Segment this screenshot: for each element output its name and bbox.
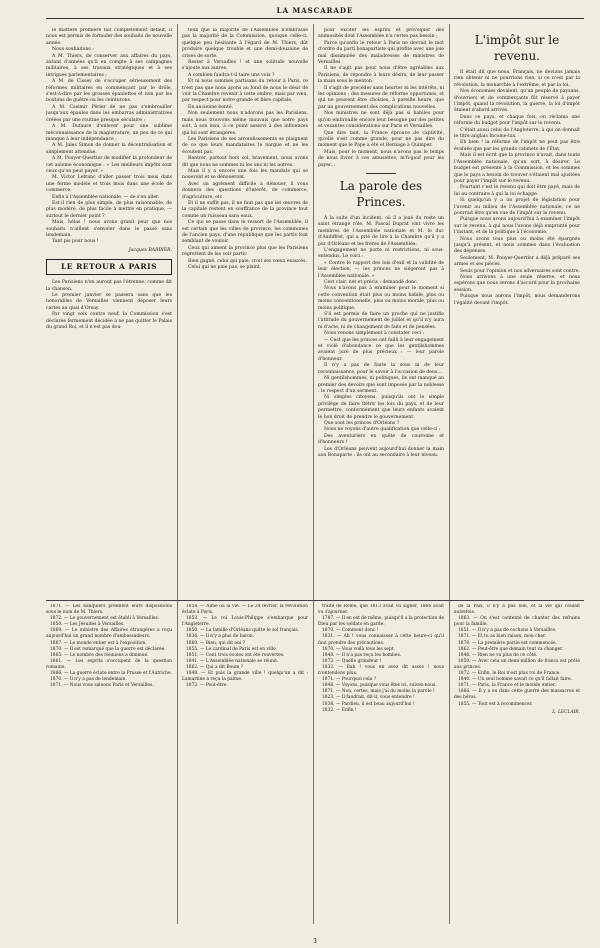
paragraph: 1870. — Comment donc ! (322, 628, 379, 634)
paragraph: 1871. — Et tu as bien raison, mon cher. (458, 634, 546, 640)
paragraph: Rentrer, partout hors sol, bravement, nous avons dit que nous ne sommes ni les uns ni les autres. (182, 156, 308, 168)
bottom-column-1 (46, 604, 172, 934)
section-divider (46, 600, 584, 601)
paragraph: 1861. — Les esprits s'occupent de la question romaine. (46, 658, 172, 670)
paragraph: Nous ne voyons d'autre qualification que celle-ci : (324, 427, 441, 433)
paragraph: Des aventuriers en quête de couronne et d'honneurs ! (318, 433, 444, 446)
paragraph: 1838. — Pardieu, il est beau aujourd'hui ! (322, 701, 415, 707)
column-4 (454, 28, 580, 598)
column-rule (313, 24, 314, 924)
paragraph: Il était dit que nous, Français, ne devions jamais rien obtenir ni ne pourrions rien, si ce n'est par la révolution, la monarchie à l'extrême, et par la loi. (454, 70, 580, 88)
paragraph: 1871. — Les banquiers prennent leurs dispositions sous le nom de M. Thiers. (46, 604, 172, 616)
paragraph: 1871. — Paris, la France et le monde entier. (458, 683, 556, 689)
newspaper-page (46, 0, 584, 948)
paragraph: 1848. — Il n'a pas reçu les bombes. (322, 652, 402, 658)
paragraph: Ceux qui aiment la province plus que les Parisiens regrettent de les voir partir. (182, 245, 308, 258)
bottom-column-2 (182, 604, 308, 934)
paragraph: 1872. — Quelle grandeur ! (322, 658, 382, 664)
paragraph: Il n'y a pas de faute la sous ni de leur reconnaissance, pour le savoir à l'occasion de deux... (318, 363, 444, 375)
divider (366, 173, 396, 174)
paragraph: Il s'agit de procéder sans heurter ni les intérêts, ni les opinions ; des mesures de réforme opportunes, et qui ne peuvent être choisies, à pareille heure, que par un gouvernement des complications nouvelles. (318, 85, 444, 110)
paragraph: 1870. — Il est remarqué que la guerre est déclarée. (50, 646, 166, 652)
paragraph: 1836. — Il n'y a plus de baron. (186, 634, 255, 640)
paragraph: — Cest que les princes ont failli à leur engagement et violé d'abondance ce que les gentilshommes avaient juré de plus précieux : — leur parole d'honneur. (318, 337, 444, 362)
paragraph: En ancienne bonté. (188, 104, 234, 110)
paragraph: A M. Jules Simon de donner la décentralisation et simplement attendue. (46, 143, 172, 155)
paragraph: Pourtant c'est le revenu qui doit être payé, mais de lui au contraire à qui la loi échappe. (454, 185, 580, 197)
column-rule (177, 24, 178, 924)
paragraph: Mais, hélas ! nous avons grand peur que nos souhaits n'aillent s'envoler dans le passé sans lendemain. (46, 220, 172, 238)
paragraph: Et ni nous sommes partisans du retour à Paris, ce n'est pas que nous ayons au fond de nous le désir de voir la Chambre revenir à cette ombre, mais par vœu, par respect pour notre grande et fière capitale. (182, 79, 308, 104)
paragraph: 1870. — La première partie est commencée. (458, 640, 558, 646)
paragraph: Que sont les princes d'Orléans ? (324, 420, 400, 426)
paragraph: 1823. — Il faudrait, dit-il, vous entendre ! (322, 695, 415, 701)
paragraph: 1866. — Il y a eu dans cette guerre des massacres et des héros. (454, 689, 580, 701)
bottom-column-1-text (46, 604, 172, 689)
paragraph: Enfin à l'Assemblée nationale, — de s'en aller. (52, 194, 160, 200)
paragraph: Les Parisiens de ses arrondissements se plaignent de ce que leurs mandataires le nargue et ne les écoutent pas. (182, 136, 308, 155)
paragraph: Par vingt voix contre neuf, la Commission s'est déclarée fermement décidée à ne pas quitter le Palais du grand Roi, et il n'est pas dou- (46, 312, 172, 331)
paragraph: Non seulement nous n'adorons pas les Parisiens, mais nous trouvons même mauvais que notre pays soit, à son insu, à ce point asservi à des influences qui lui sont étrangères. (182, 111, 308, 136)
paragraph: Dans ce pays, et chaque fois, on réclama une réforme du budget pour l'impôt sur le revenu. (454, 114, 580, 127)
paragraph: Nos économies devaient, qu'un peuple de paysans, d'ouvriers et de commerçants fût réservé à payer l'impôt, quand la révolution, la guerre, la loi d'impôt étaient d'abord arrivés. (454, 89, 580, 114)
paragraph: 1870. — Vous voilà tous les sept. (322, 646, 395, 652)
paragraph: 1846. — Rien ne va plus de ce côté. (458, 652, 538, 658)
paragraph: Nous souhaitons : (52, 47, 94, 53)
paragraph: le mattère première fait complètement défaut, il nous est permis de formuler des souhaits de nouvelle année. (46, 28, 172, 46)
paragraph: Eh bien ! la réforme de l'impôt ne peut pas être évaluée que par les grands cabinets de l'État. (454, 140, 580, 152)
paragraph: A M. Casimir Périer de ne pas s'embrouiller jusqu'aux épaules dans les embarras administratives créées par une routine presque séculaire ; (46, 104, 172, 123)
paragraph: L'engagement ne porte ni restrictions, ni sous-entendus. Le voici : (318, 247, 444, 260)
paragraph: Seulement, M. Pouyer-Quertier a déjà préparé ses armes et ses pièces. (454, 255, 580, 268)
paragraph: A M. Dufaure d'enlever pour une sublime méconnaissance de la magistrature, un peu de ce qui manque à leur indépendance ; (46, 124, 172, 142)
paragraph: 1831. — Ah ! vous connaissez à cette heure-ci qu'il faut prendre des précautions. (318, 634, 444, 646)
paragraph: 1851. — Cent trois écoles ont été rouvertes. (186, 652, 285, 658)
paragraph: Rester à Versailles ! et une solitude nouvelle s'ajoute aux autres. (182, 60, 308, 72)
paragraph: Mais il est écrit que la province n'avait, dans toute l'Assemblée nationale, qu'un sort, à désirer. Le budget est présenté à la Commission, et les sommes que le pays a besoin de trouver s'étaient mal ajustées pour payer l'impôt sur le revenu. (454, 153, 580, 184)
masthead (46, 6, 584, 19)
paragraph: A M. Pouyer-Quertier de modifier la profondeur de cet axiome économique : « Les meilleurs impôts sont ceux qu'on peut payer. » (46, 156, 172, 174)
paragraph: Mais il y a encore une fois les mandats qui se noueront et se dénoueront. (182, 168, 308, 181)
paragraph: Puisque nous aurons l'impôt, nous demanderons l'égalité devant l'impôt. (454, 294, 580, 306)
paragraph: de la Paix, il n'y a pas loin, et la vie qui coulait autrefois. (454, 604, 580, 616)
paragraph: S'il est permis de faire un proche qui ne justifie l'attitude du gouvernement de juillet et qu'il n'y aura ni d'acte, ni de changement de faits et de pensées. (318, 312, 444, 330)
column-2-text (182, 28, 308, 271)
paragraph: Le premier janvier se passera sans que les honorables de Versailles viennent déposer leurs cartes au quai d'Orsay. (46, 293, 172, 311)
paragraph: Bien gagné, celui qui paie, croit ses vœux exaucés. (188, 258, 307, 264)
paragraph: M. Victor Lefranc d'aller passer trois mois dans une ferme modèle et trois mois dans une école de commerce. (46, 175, 172, 194)
paragraph: pour exciter les esprits et provoquer des animosités dont l'Assemblée n'a certes pas besoin ; (318, 28, 444, 40)
paragraph: 1866. — La guerre éclate entre la Prusse et l'Autriche. (50, 671, 172, 677)
paragraph: Nous arrivons à une seule réserve, et nous espérons que nous serons d'accord pour la prochaine session. (454, 275, 580, 293)
paragraph: 1855. — Le cardinal de Paris est en ville. (186, 646, 278, 652)
bottom-signature: L. LECLAIR. (552, 709, 580, 715)
paragraph: C'était aussi celui de l'Angleterre, à qui on donnait le titre anglais Income-tax. (454, 127, 580, 140)
paragraph: 1848. — Et puis la grande ville ! quelqu'un a dit : Lamartine a reçu la palme. (182, 671, 308, 683)
paragraph: 1872. — Peut-être. (186, 683, 228, 689)
paragraph: Nous n'avons pas à examiner pour le moment si cette convention était plus ou moins habile, plus ou moins conventionnelle, plus ou moins morale, plus ou moins politique. (318, 286, 444, 311)
bottom-column-3 (318, 604, 444, 934)
paragraph: 1841. — L'Assemblée nationale se réunit. (186, 658, 279, 664)
paragraph: Parce qu'enfin le retour à Paris ne devrait le mot d'ordre du parti bonapartiste qui profite avec une joie mal dissimulée des maladresses de ministres de Versailles. (318, 40, 444, 66)
paragraph: A combien faudra-t-il taire une voix ? (188, 72, 275, 78)
paragraph: Si quelqu'un y a un projet de législation pour l'avenir au milieu de l'Assemblée nationale, ce ne pourrait être qu'en vue de l'impôt sur le revenu. (454, 198, 580, 216)
paragraph: Il ne s'agit pas pour nous d'être agréables aux Parisiens, de répondre à leurs désirs, de leur passer la main sous le menton. (318, 66, 444, 85)
paragraph: Nos ministres ne sont déjà pas si habiles pour qu'on embrouille encore leur besogne par des petites et vexantes considérations sur Paris et Versailles. (318, 111, 444, 130)
paragraph: Ni gentilshommes, ni politiques, ils ont manqué au premier des devoirs que sont imposés par la noblesse : le respect d'un serment. (318, 376, 444, 394)
paragraph: 1863. — On s'est contenté de chanter des refrains pour la famille. (454, 616, 580, 628)
paragraph: Avec un agrément difficile à dénouer, il vous donnera des questions d'intérêt, de commerce, d'agriculture, etc. (182, 181, 308, 200)
paragraph: Les Parisiens n'en auront pas l'étrenne, comme dit la chanson. (46, 280, 172, 292)
column-2 (182, 28, 308, 598)
paragraph: A M. Thiers, de conserver aux affaires du pays, autant d'années qu'il en compte à ses campagnes militaires, à ses travaux stratégiques et à ses intrigues parlementaires ; (46, 53, 172, 78)
column-3-text (318, 28, 444, 169)
paragraph: 1832. — Enfin ! (322, 707, 357, 713)
signature: Jacques BARBIER. (128, 247, 172, 253)
paragraph: 1851. — Il n'y a pas de cochons à Versailles. (458, 628, 557, 634)
paragraph: 1865. — Le nombre des réunions a diminué. (50, 652, 149, 658)
article-title-impot: L'impôt sur le revenu. (474, 33, 560, 63)
bottom-column-3-text (318, 604, 444, 714)
column-1-text (46, 28, 172, 246)
column-3 (318, 28, 444, 598)
paragraph: 1872. — Le gouvernement est établi à Versailles. (50, 616, 160, 622)
paragraph: Celui qui ne paie pas, se plaint. (188, 265, 262, 271)
paragraph: 1850. — Avec cela un demi-million de francs est prêté aux princes. (454, 658, 580, 670)
paragraph: Est-il rien de plus simple, de plus raisonnable, de plus modéré, de plus facile à mettre en pratique, — surtout le dernier point ? (46, 200, 172, 219)
paragraph: Les d'Orléans peuvent aujourd'hui donner la main aux Bonaparte : ils ont au secondaire à leur niveau. (318, 446, 444, 458)
paragraph: Nous avons tous plus ou moins été épargnés jusqu'à présent, et nous sommes dans l'évaluation des dépenses. (454, 236, 580, 255)
paragraph: 1867. — Le monde entier est à l'exposition. (50, 640, 147, 646)
article-impot-text (454, 70, 580, 307)
paragraph: 1853. — Le roi Louis-Philippe s'embarque pour l'Angleterre. (182, 616, 308, 628)
paragraph: 1850. — La famille d'Orléans quitte le sol français. (186, 628, 300, 634)
bottom-column-4-text (454, 604, 580, 708)
paragraph: 1787. — Il en est de même, puisqu'il a la protection de Dieu par les soldats en garde. (318, 616, 444, 628)
column-rule (449, 24, 450, 924)
paragraph: 1860. — Bien, qui dit oui ? (186, 640, 246, 646)
paragraph: 1871. — Nous vous saluons Paris et Versailles. (50, 683, 154, 689)
article-princes-text (318, 216, 444, 459)
paragraph: Ni simples citoyens, puisqu'ils ont le simple privilège de faire flétrir les lois du pays, et de leur permettre, conformément que leurs enfants avaient le bon droit de prendre le gouvernement. (318, 395, 444, 420)
paragraph: 1848. — Voyons, puisque vous êtes ici, suivez-nous. (322, 683, 437, 689)
page-number: 3 (313, 938, 317, 945)
paragraph: 1855. — Tout est à recommencer. (458, 701, 533, 707)
paragraph: 1872. — Enfin, le Roi n'est plus roi de France. (458, 671, 561, 677)
paragraph: Cest clair, net et précis : demandé donc. (324, 280, 419, 285)
paragraph: 1858. — Aimé ou la vie. — Le 24 février, la révolution éclate à Paris. (182, 604, 308, 616)
paragraph: À la suite d'un incident, où il a joué du reste un saint étrange rôle, M. Pascal Duprat vint vivre les membres de l'Assemblée nationale et M. le duc d'Audiffret, qui a prié de lire à la Chambre qu'il y a par d'Orléans et les frères de l'Assemblée. (318, 215, 444, 247)
paragraph: 1832. — Bah ! vous en avez dit assez ! nous n'entendons plus. (318, 664, 444, 677)
bottom-column-2-text (182, 604, 308, 689)
paragraph: 1871. — Non, certes, mais j'ai du moins la parole ! (322, 689, 435, 695)
paragraph: Seuls pour l'opinion et nos adversaires sont contre. (460, 268, 580, 274)
paragraph: Ce qui se passe dans le ressort de l'Assemblée, il est certain que les villes de province, les communes de l'ancien pays, d'une république que les partis font semblant de vouloir. (182, 220, 308, 245)
paragraph: Que dire tant, la France éprouve de captivité, qu'elle s'est comme grande, pour ne pas dire du moment que le Pape a été et Bernage à Quimper. (318, 130, 444, 149)
paragraph: Puisque nous avons aujourd'hui à examiner l'impôt sur le revenu, à qui nous l'avons déjà emprunté pour l'instant, et de la politique à l'économie. (454, 217, 580, 236)
paragraph: 1869. — Le ministre des Affaires étrangères a reçu aujourd'hui un grand nombre d'ambassadeurs. (46, 628, 172, 640)
paragraph: 1862. — Peut-être que demain tout va changer. (458, 646, 564, 652)
paragraph: traité de Rome, que 1813 avait vu signer, 1866 avait vu s'ajourner. (318, 604, 444, 616)
paragraph: Tant pis pour nous ! (52, 239, 99, 245)
paragraph: teux que la majorité de l'Assemblée n'embrasse pas la majorité de la Commission, quoique celle-ci, quelque peu hésitante à l'égard de M. Thiers, dût produire quelque trouble et une demi-douzaine de crises de sorte. (182, 28, 308, 59)
masthead-title: LA MASCARADE (276, 6, 354, 15)
paragraph: 1850. — Les Jésuites à Versailles. (50, 622, 125, 628)
paragraph: Et il ne suffit pas, il ne faut pas que les œuvres de la capitale restent en souffrance de la province tout comme un ruisseau sans eaux. (182, 200, 308, 219)
paragraph: 1840. — Un seul homme savait ce qu'il fallait faire. (458, 677, 572, 683)
article-title-princes: La parole des Princes. (339, 178, 423, 209)
paragraph: 1870. — Il n'y a pas de lendemain. (50, 677, 127, 683)
paragraph: « Contre le rapport des lois d'exil et la validité de leur élection, — les princes ne siégeront pas à l'Assemblée nationale. » (318, 260, 444, 279)
paragraph: A M. de Cissey de s'occuper sérieusement des réformes militaires en commençant par le drôle, s'est-à-dire par les grosses épaulettes et non par les boutons de guêtre ou les ceinturons. (46, 79, 172, 104)
article-retour-text (46, 280, 172, 331)
paragraph: 1862. — Qui a dit Boum ? (186, 664, 243, 670)
paragraph: Mais, pour le moment, nous n'avons pas le temps de nous livrer à ces amusettes, m'fi-gauf pour les payer... (318, 149, 444, 168)
bottom-column-4 (454, 604, 580, 934)
column-1 (46, 28, 172, 598)
paragraph: Nous venons simplement à constater ceci : (324, 331, 425, 337)
paragraph: 1871. — Pourquoi cela ? (322, 677, 377, 683)
article-title-retour: LE RETOUR A PARIS (46, 259, 172, 275)
